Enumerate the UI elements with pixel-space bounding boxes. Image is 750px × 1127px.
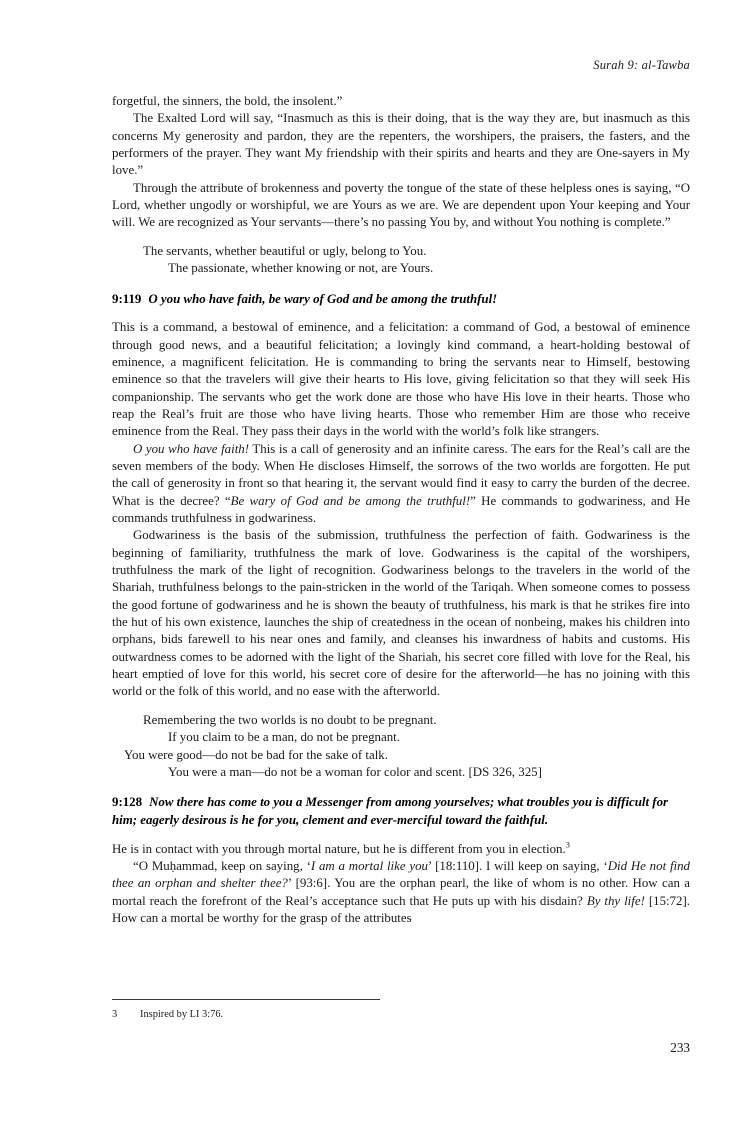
verse-line: The servants, whether beautiful or ugly, belong to You. xyxy=(143,243,427,258)
paragraph-text: [15:72]. How can a mortal be worthy for the grasp of the attributes xyxy=(112,893,690,925)
quoted-scripture: Did He not find thee an orphan and shelter thee? xyxy=(112,858,691,891)
running-header: Surah 9: al-Tawba xyxy=(593,58,690,72)
quoted-scripture: By thy life! xyxy=(586,893,645,908)
verse-line: The passionate, whether knowing or not, are Yours. xyxy=(168,261,434,276)
verse-line: You were good—do not be bad for the sake of talk. xyxy=(124,747,388,762)
footnote-reference-marker[interactable]: 3 xyxy=(565,840,570,850)
verse-line: You were a man—do not be a woman for color and scent. [DS 326, 325] xyxy=(168,764,542,779)
paragraph-text: He is in contact with you through mortal nature, but he is different from you in election. xyxy=(112,841,566,856)
ayah-number: 9:119 xyxy=(112,291,142,306)
spacer xyxy=(112,781,690,794)
spacer xyxy=(112,278,690,291)
spacer xyxy=(112,308,690,319)
verse-line: Remembering the two worlds is no doubt to be pregnant. xyxy=(143,712,437,727)
ayah-heading-9-119 xyxy=(112,291,690,309)
paragraph: Through the attribute of brokenness and poverty the tongue of the state of these helpless ones is saying, “O Lord, whether ungodly or worshipful, we are Yours as we are. We are dependent upon Your keeping and Your will. We are recognized as Your servants—there’s no passing You by, and without You nothing is complete.” xyxy=(112,180,690,230)
verse-line: If you claim to be a man, do not be pregnant. xyxy=(168,730,400,745)
footnote-entry xyxy=(112,1008,690,1022)
ayah-heading-9-128 xyxy=(112,794,690,829)
ayah-translation: O you who have faith, be wary of God and be among the truthful! xyxy=(148,291,498,306)
paragraph: This is a command, a bestowal of eminence, and a felicitation: a command of God, a bestowal of eminence through good news, and a beautiful felicitation; a lovingly kind command, a heart-holding bestowal of eminence, a magnificent felicitation. He is commanding to bring the servants near to Himself, bestowing eminence so that the travelers will give their hearts to His love, giving felicitation so that they will seek His companionship. The servants who get the work done are those who have His love in their hearts. Those who reap the Real’s fruit are those who have living hearts. Those who remember Him are those who receive eminence from the Real. They pass their days in the world with the world’s folk like strangers. xyxy=(112,320,690,439)
footnote-number: 3 xyxy=(112,1009,118,1020)
paragraph-text: ” He commands to godwariness, and He commands truthfulness in godwariness. xyxy=(112,493,690,525)
ayah-translation: Now there has come to you a Messenger from among yourselves; what troubles you is difficult for him; eagerly desirous is he for you, clement and ever-merciful toward the faithful. xyxy=(112,795,669,827)
poetry-couplet xyxy=(112,243,690,278)
paragraph xyxy=(112,858,690,927)
spacer xyxy=(112,701,690,712)
paragraph xyxy=(112,441,690,528)
ayah-number: 9:128 xyxy=(112,795,143,810)
page-body-column xyxy=(112,93,690,927)
quoted-scripture: Be wary of God and be among the truthful! xyxy=(230,493,471,508)
paragraph-text: ’ [18:110]. I will keep on saying, ‘ xyxy=(427,858,608,873)
paragraph-text: This is a call of generosity and an infinite caress. The ears for the Real’s call are the seven members of the body. When He discloses Himself, the sorrows of the two worlds are forgotten. He put the call of generosity in front so that hearing it, the servant would find it easy to carry the burden of the decree. What is the decree? “ xyxy=(112,441,690,508)
paragraph: Godwariness is the basis of the submission, truthfulness the perfection of faith. Godwariness is the beginning of familiarity, truthfulness the mark of love. Godwariness is the capital of the worshipers, truthfulness the mark of the light of recognition. Godwariness belongs to the travelers in the world of the Shariah, truthfulness belongs to the pain-stricken in the world of the Tariqah. When someone comes to possess the good fortune of godwariness and he is shown the beauty of truthfulness, his mark is that he strikes fire into the hut of his own existence, launches the ship of createdness in the ocean of nonbeing, makes his children into orphans, bids farewell to his near ones and family, and cleanses his inwardness of habits and customs. His outwardness comes to be adorned with the light of the Shariah, his secret core filled with love for the Real, his heart emptied of love for this world, his secret core of desire for the afterworld—he has no joining with this world or the folk of this world, and no ease with the afterworld. xyxy=(112,528,690,699)
footnote-separator-rule xyxy=(112,999,380,1000)
poetry-quatrain xyxy=(112,712,690,782)
paragraph: The Exalted Lord will say, “Inasmuch as this is their doing, that is the way they are, but inasmuch as this concerns My generosity and pardon, they are the repenters, the worshipers, the praisers, the fasters, and the performers of the prayer. They want My friendship with their spirits and hearts and they are One-sayers in My love.” xyxy=(112,111,690,178)
paragraph xyxy=(112,841,690,858)
paragraph-text: ’ [93:6]. You are the orphan pearl, the like of whom is no other. How can a mortal reach the forefront of the Real’s acceptance such that He puts up with his disdain? xyxy=(112,876,690,908)
quoted-scripture: O you who have faith! xyxy=(133,441,250,456)
spacer xyxy=(112,830,690,841)
paragraph-text: “O Muḥammad, keep on saying, ‘ xyxy=(133,858,311,873)
page-number: 233 xyxy=(670,1040,690,1055)
spacer xyxy=(112,232,690,243)
quoted-scripture: I am a mortal like you xyxy=(310,858,428,873)
footnote-text: Inspired by LI 3:76. xyxy=(140,1009,224,1020)
paragraph-continuation: forgetful, the sinners, the bold, the insolent.” xyxy=(112,94,343,108)
